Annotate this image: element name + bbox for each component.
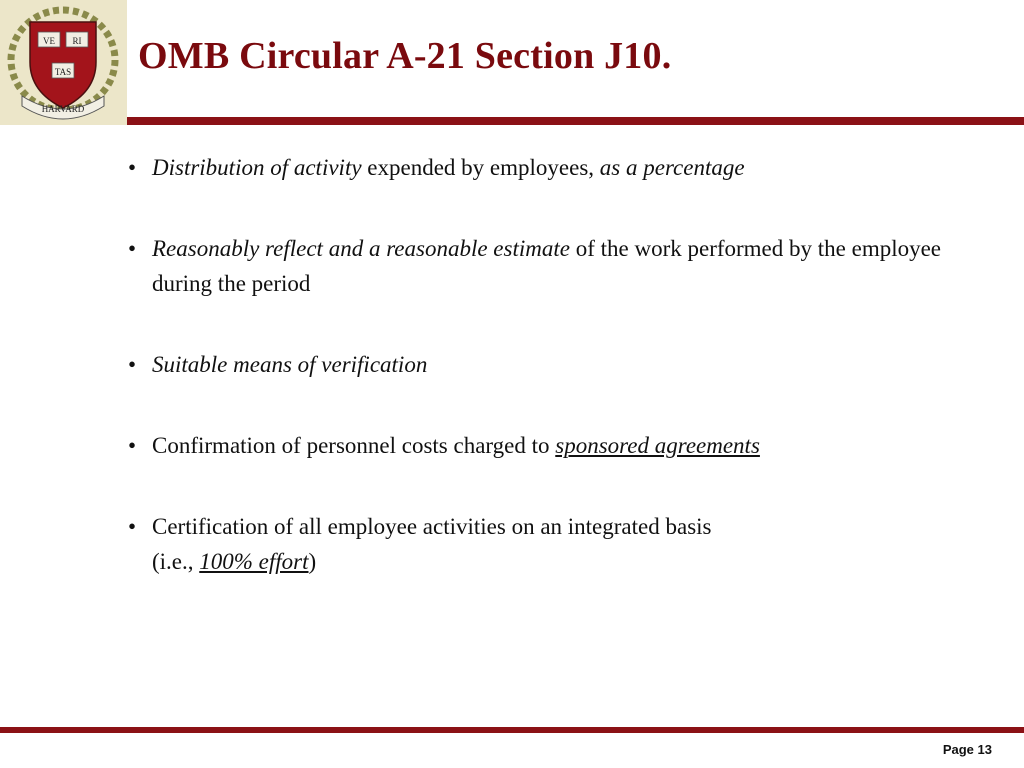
bullet-3-italic: Suitable means of verification [152,352,428,377]
bullet-2-text: of the work performed by the employee during the period [152,236,942,296]
harvard-shield-logo [0,0,127,125]
bullet-list [128,150,988,625]
bullet-5-text-3: ) [308,549,317,574]
bullet-1-italic-2: as a percentage [599,155,745,180]
logo-panel [0,0,127,125]
bullet-item-2 [128,231,988,301]
bullet-1-text: expended by employees, [361,155,600,180]
bullet-5-text-2: (i.e., [152,549,200,574]
shield-text-1: VE [43,36,55,46]
bullet-5-text-1: Certification of all employee activities on an integrated basis [152,514,712,539]
bullet-item-5 [128,509,988,579]
bullet-1-italic-1: Distribution of activity [152,155,362,180]
bullet-4-text: Confirmation of personnel costs charged to [152,433,556,458]
bullet-5-italic-underline: 100% effort [199,549,309,574]
bullet-item-3 [128,347,988,382]
header-rule [127,117,1024,125]
bullet-2-italic: Reasonably reflect and a reasonable estimate [152,236,570,261]
footer-rule [0,727,1024,733]
page-number: Page 13 [942,742,992,757]
banner-text: HARVARD [41,104,85,114]
shield-text-3: TAS [54,67,72,77]
shield-text-2: RI [72,36,82,46]
bullet-4-italic-underline: sponsored agreements [555,433,760,458]
slide-title: OMB Circular A-21 Section J10. [138,35,672,77]
bullet-item-4 [128,428,988,463]
bullet-item-1 [128,150,988,185]
